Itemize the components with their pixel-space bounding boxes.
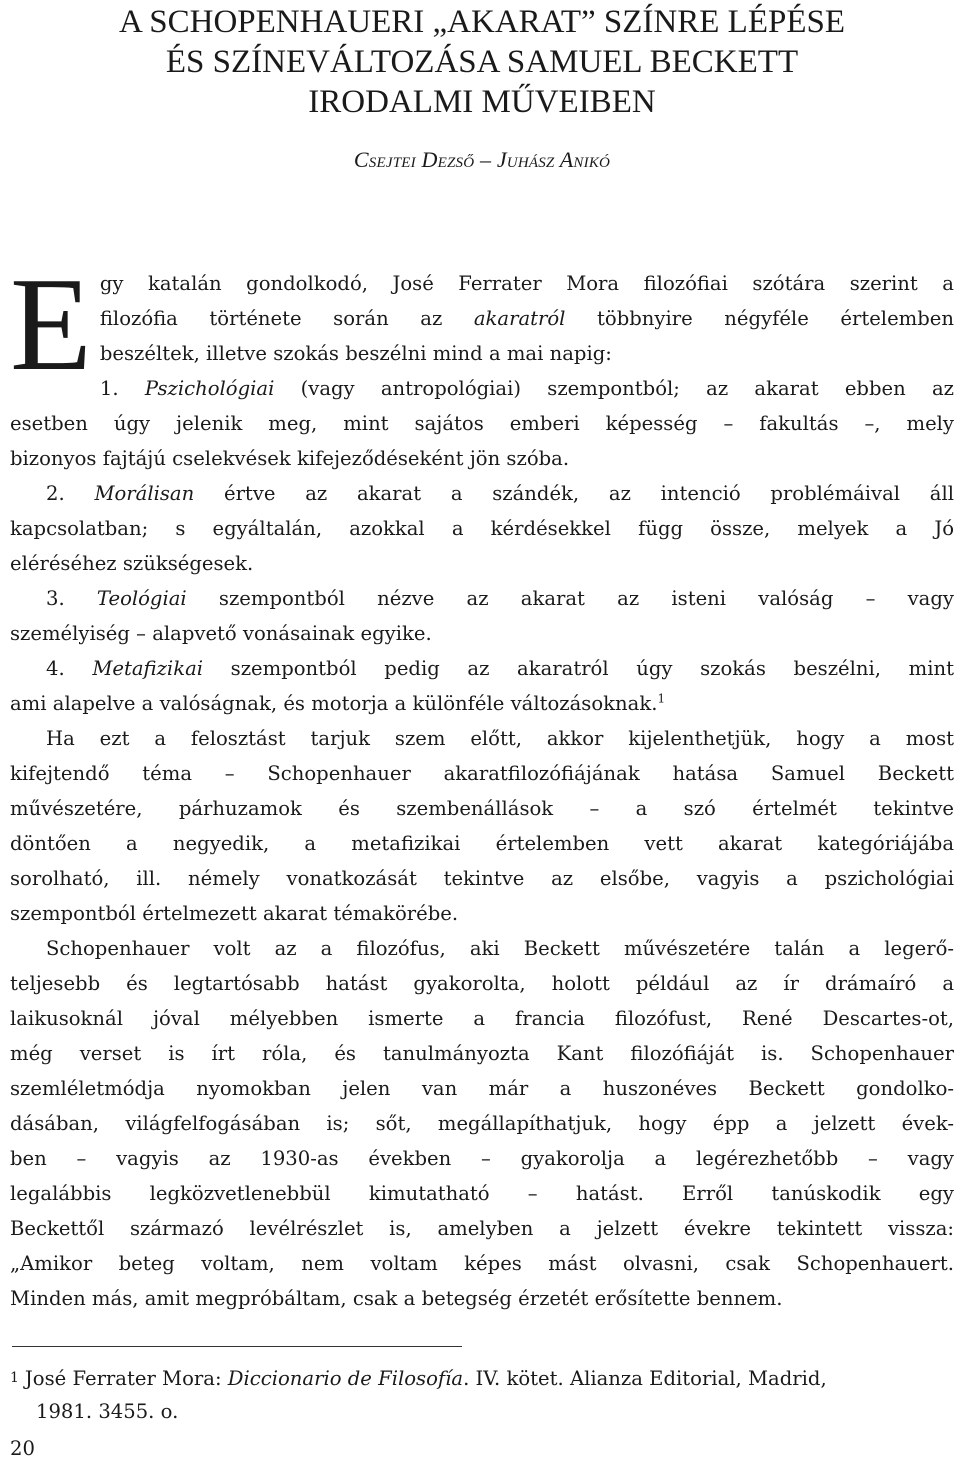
item-number: 1. (99, 377, 145, 400)
footnote-divider (12, 1346, 462, 1347)
item-text: ami alapelve a valóságnak, és motorja a különféle változásoknak. (10, 692, 658, 715)
para2-line: dásában, világfelfogásában is; sőt, megállapíthatjuk, hogy épp a jelzett évek- (10, 1112, 954, 1135)
intro-emphasis: akaratról (473, 307, 566, 330)
title-line-2: ÉS SZÍNEVÁLTOZÁSA SAMUEL BECKETT (165, 44, 799, 80)
item-2-line-3: eléréséhez szükségesek. (10, 552, 254, 575)
footnote-line-2: 1981. 3455. o. (36, 1400, 179, 1423)
footnote-line-1 (10, 1362, 954, 1395)
para1-line: Ha ezt a felosztást tarjuk szem előtt, akkor kijelenthetjük, hogy a most (46, 727, 954, 750)
para2-line: legalábbis legközvetlenebbül kimutatható – hatást. Erről tanúskodik egy (10, 1182, 954, 1205)
para2-line: „Amikor beteg voltam, nem voltam képes mást olvasni, csak Schopenhauert. (10, 1252, 954, 1275)
para2-line: Beckettől származó levélrészlet is, amelyben a jelzett évekre tekintett vissza: (10, 1217, 954, 1240)
para1-line: döntően a negyedik, a metafizikai értelemben vett akarat kategóriájába (10, 832, 954, 855)
item-term: Metafizikai (92, 657, 204, 680)
para1-line: művészetére, párhuzamok és szembenállások – a szó értelmét tekintve (10, 797, 954, 820)
article-body (10, 250, 954, 1316)
para2-line: Schopenhauer volt az a filozófus, aki Beckett művészetére talán a legerő- (46, 937, 954, 960)
para1-line: kifejtendő téma – Schopenhauer akaratfilozófiájának hatása Samuel Beckett (10, 762, 954, 785)
article-title (10, 2, 954, 122)
item-number: 4. (46, 657, 93, 680)
item-2-line-2: kapcsolatban; s egyáltalán, azokkal a kérdésekkel függ össze, melyek a Jó (10, 517, 954, 540)
title-line-1: A SCHOPENHAUERI „AKARAT” SZÍNRE LÉPÉSE (119, 4, 845, 40)
footnote-text: . IV. kötet. Alianza Editorial, Madrid, (463, 1367, 827, 1390)
item-term: Teológiai (96, 587, 187, 610)
para2-line: Minden más, amit megpróbáltam, csak a betegség érzetét erősítette bennem. (10, 1287, 783, 1310)
drop-cap: E (10, 250, 92, 398)
item-term: Pszichológiai (144, 377, 275, 400)
item-3-line-2: személyiség – alapvető vonásainak egyike. (10, 622, 432, 645)
intro-line-1: gy katalán gondolkodó, José Ferrater Mora filozófiai szótára szerint a (99, 272, 954, 295)
intro-line-2 (10, 301, 954, 336)
item-text: szempontból nézve az akarat az isteni valóság – vagy (186, 587, 954, 610)
para2-line: laikusoknál jóval mélyebben ismerte a francia filozófust, René Descartes-ot, (10, 1007, 954, 1030)
para2-line: teljesebb és legtartósabb hatást gyakorolta, holott például az ír drámaíró a (10, 972, 954, 995)
item-4-line-2 (10, 686, 954, 721)
item-text: szempontból pedig az akaratról úgy szokás beszélni, mint (203, 657, 954, 680)
item-1-line-2: esetben úgy jelenik meg, mint sajátos emberi képesség – fakultás –, mely (10, 412, 954, 435)
title-line-3: IRODALMI MŰVEIBEN (308, 84, 656, 120)
footnote (10, 1362, 954, 1428)
item-text: értve az akarat a szándék, az intenció problémáival áll (194, 482, 954, 505)
intro-text: többnyire négyféle értelemben (565, 307, 954, 330)
para1-line: szempontból értelmezett akarat témakörébe. (10, 902, 459, 925)
item-3-line-1 (10, 581, 954, 616)
footnote-book-title: Diccionario de Filosofía (227, 1367, 464, 1390)
footnote-reference[interactable]: 1 (657, 691, 666, 706)
item-term: Morálisan (94, 482, 195, 505)
authors-line: Csejtei Dezső – Juhász Anikó (353, 147, 611, 172)
footnote-text: José Ferrater Mora: (24, 1367, 228, 1390)
footnote-mark: 1 (10, 1370, 19, 1386)
document-page (10, 0, 954, 1470)
para1-line: sorolható, ill. némely vonatkozását tekintve az elsőbe, vagyis a pszichológiai (10, 867, 954, 890)
intro-line-3: beszéltek, illetve szokás beszélni mind a mai napig: (99, 342, 612, 365)
item-number: 3. (46, 587, 97, 610)
item-4-line-1 (10, 651, 954, 686)
page-number: 20 (10, 1437, 35, 1460)
item-number: 2. (46, 482, 95, 505)
para2-line: még verset is írt róla, és tanulmányozta Kant filozófiáját is. Schopenhauer (10, 1042, 954, 1065)
item-1-line-1 (10, 371, 954, 406)
para2-line: ben – vagyis az 1930-as években – gyakorolja a legérezhetőbb – vagy (10, 1147, 954, 1170)
item-text: (vagy antropológiai) szempontból; az akarat ebben az (274, 377, 954, 400)
intro-text: filozófia története során az (99, 307, 474, 330)
para2-line: szemléletmódja nyomokban jelen van már a huszonéves Beckett gondolko- (10, 1077, 954, 1100)
item-1-line-3: bizonyos fajtájú cselekvések kifejeződéseként jön szóba. (10, 447, 570, 470)
item-2-line-1 (10, 476, 954, 511)
